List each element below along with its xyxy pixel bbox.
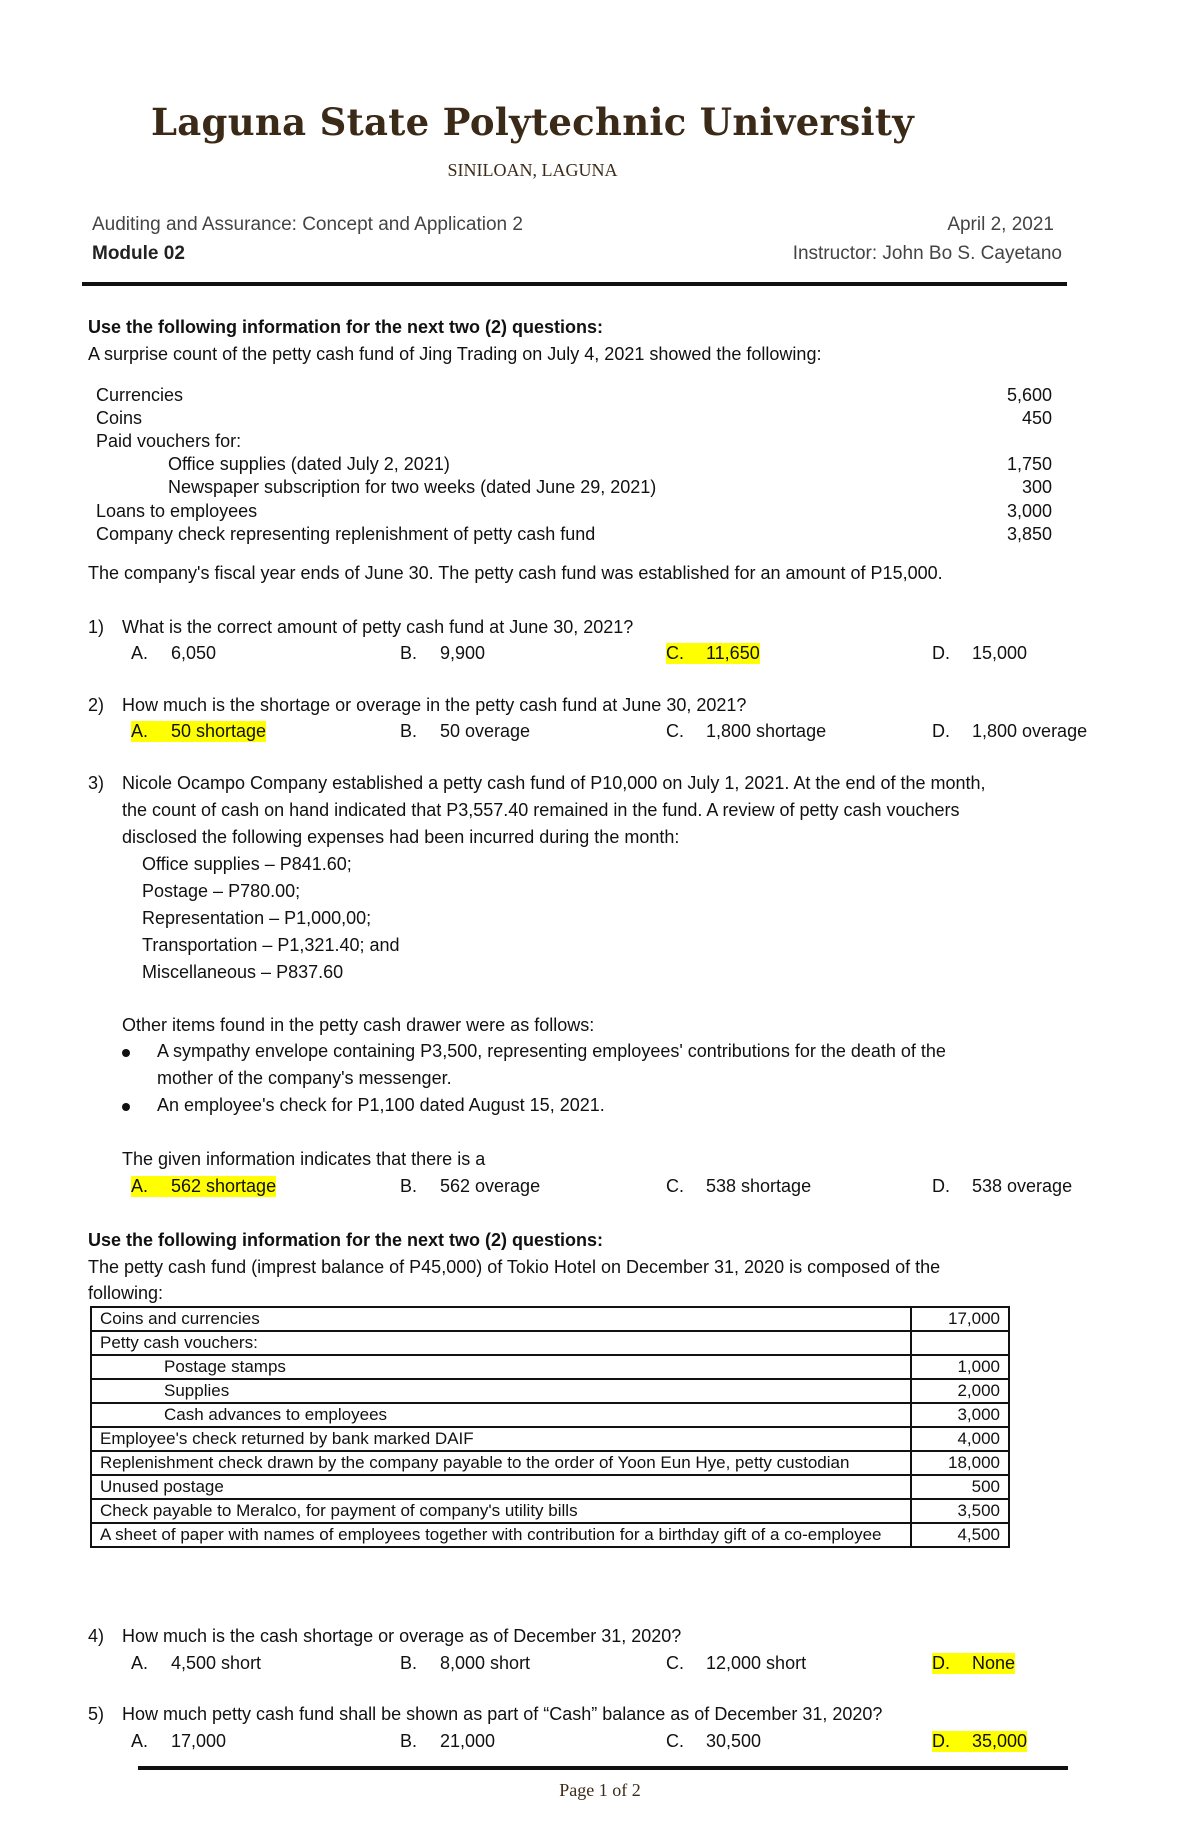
section2-intro: The petty cash fund (imprest balance of P45,000) of Tokio Hotel on December 31, 2020 is composed of the: [88, 1257, 941, 1277]
option-c[interactable]: [666, 721, 826, 742]
option-letter: C.: [666, 643, 684, 663]
table-cell-amount: 3,500: [911, 1499, 1009, 1523]
option-value: 8,000 short: [440, 1653, 531, 1673]
option-letter: A.: [131, 643, 149, 663]
item-label: Paid vouchers for:: [96, 431, 242, 451]
option-value: 538 shortage: [706, 1176, 812, 1196]
option-c[interactable]: [666, 1176, 811, 1197]
table-cell-label: Replenishment check drawn by the company payable to the order of Yoon Eun Hye, petty custodian: [91, 1451, 911, 1475]
option-a[interactable]: [131, 1731, 226, 1752]
item-label: Newspaper subscription for two weeks (dated June 29, 2021): [168, 477, 657, 497]
option-letter: D.: [932, 721, 950, 741]
option-letter: B.: [400, 721, 418, 741]
bullet-text: mother of the company's messenger.: [157, 1068, 452, 1088]
table-cell-label: Check payable to Meralco, for payment of company's utility bills: [91, 1499, 911, 1523]
option-c[interactable]: [666, 1653, 806, 1674]
question-text: How much petty cash fund shall be shown as part of “Cash” balance as of December 31, 2020?: [122, 1704, 883, 1724]
option-letter: C.: [666, 1653, 684, 1673]
section2-intro: following:: [88, 1283, 164, 1303]
table-row: [91, 1307, 1009, 1331]
option-d[interactable]: [932, 721, 1087, 742]
table-cell-label: Coins and currencies: [91, 1307, 911, 1331]
table-cell-amount: [911, 1331, 1009, 1355]
table-row: [91, 1451, 1009, 1475]
option-letter: D.: [932, 1653, 950, 1673]
expense-item: Representation – P1,000,00;: [142, 908, 372, 928]
table-cell-amount: 1,000: [911, 1355, 1009, 1379]
question-number: 5): [88, 1704, 105, 1724]
option-c-answer[interactable]: [666, 643, 760, 664]
other-items-heading: Other items found in the petty cash drawer were as follows:: [122, 1015, 595, 1035]
header-divider: [82, 282, 1067, 286]
option-b[interactable]: [400, 1176, 540, 1197]
option-letter: C.: [666, 721, 684, 741]
option-letter: B.: [400, 643, 418, 663]
table-row: [91, 1355, 1009, 1379]
table-row: [91, 1403, 1009, 1427]
option-letter: D.: [932, 1176, 950, 1196]
page-number: Page 1 of 2: [559, 1780, 641, 1800]
option-value: 9,900: [440, 643, 486, 663]
bullet-icon: [122, 1103, 130, 1111]
table-cell-label: Supplies: [91, 1379, 911, 1403]
table-cell-label: A sheet of paper with names of employees together with contribution for a birthday gift of a co-employee: [91, 1523, 911, 1547]
option-a-answer[interactable]: [131, 1176, 276, 1197]
section1-note: The company's fiscal year ends of June 30. The petty cash fund was established for an amount of P15,000.: [88, 563, 943, 583]
table-cell-amount: 500: [911, 1475, 1009, 1499]
table-cell-amount: 2,000: [911, 1379, 1009, 1403]
item-amount: 3,850: [1006, 524, 1052, 544]
question-number: 4): [88, 1626, 105, 1646]
table-cell-label: Postage stamps: [91, 1355, 911, 1379]
option-a-answer[interactable]: [131, 721, 266, 742]
option-value: None: [972, 1653, 1016, 1673]
table-row: [91, 1475, 1009, 1499]
course-title: Auditing and Assurance: Concept and Application 2: [92, 214, 523, 235]
option-d-answer[interactable]: [932, 1653, 1015, 1674]
expense-item: Miscellaneous – P837.60: [142, 962, 344, 982]
option-letter: B.: [400, 1731, 418, 1751]
option-b[interactable]: [400, 1731, 495, 1752]
option-value: 11,650: [706, 643, 760, 663]
table-cell-amount: 3,000: [911, 1403, 1009, 1427]
question-number: 2): [88, 695, 105, 715]
table-cell-amount: 4,500: [911, 1523, 1009, 1547]
header-date: April 2, 2021: [947, 214, 1054, 235]
question-text: How much is the cash shortage or overage as of December 31, 2020?: [122, 1626, 682, 1646]
footer-divider: [138, 1766, 1068, 1770]
table-row: [91, 1499, 1009, 1523]
question-number: 1): [88, 617, 105, 637]
item-amount: 300: [1021, 477, 1052, 497]
section2-heading: Use the following information for the next two (2) questions:: [88, 1230, 603, 1250]
option-letter: B.: [400, 1176, 418, 1196]
option-d[interactable]: [932, 643, 1027, 664]
option-value: 562 overage: [440, 1176, 541, 1196]
table-cell-amount: 4,000: [911, 1427, 1009, 1451]
option-value: 50 overage: [440, 721, 531, 741]
item-label: Currencies: [96, 385, 184, 405]
item-amount: 5,600: [1006, 385, 1052, 405]
question-number: 3): [88, 773, 105, 793]
option-letter: B.: [400, 1653, 418, 1673]
option-value: 17,000: [171, 1731, 227, 1751]
petty-cash-table: [90, 1306, 1010, 1548]
option-a[interactable]: [131, 1653, 261, 1674]
table-cell-label: Cash advances to employees: [91, 1403, 911, 1427]
item-label: Company check representing replenishment of petty cash fund: [96, 524, 596, 544]
option-b[interactable]: [400, 643, 485, 664]
table-cell-amount: 17,000: [911, 1307, 1009, 1331]
bullet-text: An employee's check for P1,100 dated August 15, 2021.: [157, 1095, 605, 1115]
question-text-line: disclosed the following expenses had been incurred during the month:: [122, 827, 680, 847]
question-text-line: the count of cash on hand indicated that P3,557.40 remained in the fund. A review of petty cash vouchers: [122, 800, 960, 820]
option-d[interactable]: [932, 1176, 1072, 1197]
option-b[interactable]: [400, 721, 530, 742]
option-value: 21,000: [440, 1731, 496, 1751]
item-label: Coins: [96, 408, 143, 428]
section1-heading: Use the following information for the next two (2) questions:: [88, 317, 603, 337]
option-letter: D.: [932, 643, 950, 663]
bullet-icon: [122, 1049, 130, 1057]
option-value: 15,000: [972, 643, 1028, 663]
table-cell-label: Unused postage: [91, 1475, 911, 1499]
question-text: What is the correct amount of petty cash fund at June 30, 2021?: [122, 617, 634, 637]
table-cell-amount: 18,000: [911, 1451, 1009, 1475]
module-label: Module 02: [92, 243, 185, 264]
expense-item: Office supplies – P841.60;: [142, 854, 352, 874]
option-letter: A.: [131, 1176, 149, 1196]
table-cell-label: Employee's check returned by bank marked DAIF: [91, 1427, 911, 1451]
option-letter: A.: [131, 1653, 149, 1673]
item-amount: 3,000: [1006, 501, 1052, 521]
item-label: Office supplies (dated July 2, 2021): [168, 454, 450, 474]
option-value: 30,500: [706, 1731, 762, 1751]
table-row: [91, 1331, 1009, 1355]
option-value: 12,000 short: [706, 1653, 807, 1673]
option-value: 538 overage: [972, 1176, 1073, 1196]
question-conclusion: The given information indicates that there is a: [122, 1149, 486, 1169]
question-text: How much is the shortage or overage in the petty cash fund at June 30, 2021?: [122, 695, 747, 715]
option-value: 35,000: [972, 1731, 1028, 1751]
option-value: 50 shortage: [171, 721, 267, 741]
section1-intro: A surprise count of the petty cash fund of Jing Trading on July 4, 2021 showed the following:: [88, 344, 822, 364]
option-c[interactable]: [666, 1731, 761, 1752]
item-amount: 1,750: [1006, 454, 1052, 474]
option-b[interactable]: [400, 1653, 530, 1674]
expense-item: Postage – P780.00;: [142, 881, 301, 901]
option-letter: C.: [666, 1176, 684, 1196]
bullet-text: A sympathy envelope containing P3,500, representing employees' contributions for the death of the: [157, 1041, 946, 1061]
option-value: 562 shortage: [171, 1176, 277, 1196]
option-value: 6,050: [171, 643, 217, 663]
expense-item: Transportation – P1,321.40; and: [142, 935, 400, 955]
item-label: Loans to employees: [96, 501, 258, 521]
option-value: 4,500 short: [171, 1653, 262, 1673]
item-amount: 450: [1021, 408, 1052, 428]
university-title: Laguna State Polytechnic University: [150, 100, 915, 144]
table-row: [91, 1379, 1009, 1403]
university-location: SINILOAN, LAGUNA: [447, 160, 618, 180]
option-value: 1,800 overage: [972, 721, 1088, 741]
option-letter: C.: [666, 1731, 684, 1751]
table-cell-label: Petty cash vouchers:: [91, 1331, 911, 1355]
option-d-answer[interactable]: [932, 1731, 1027, 1752]
option-value: 1,800 shortage: [706, 721, 827, 741]
option-letter: D.: [932, 1731, 950, 1751]
instructor-label: Instructor: John Bo S. Cayetano: [792, 243, 1062, 264]
option-a[interactable]: [131, 643, 216, 664]
option-letter: A.: [131, 1731, 149, 1751]
table-row: [91, 1427, 1009, 1451]
question-text-line: Nicole Ocampo Company established a petty cash fund of P10,000 on July 1, 2021. At the end of the month,: [122, 773, 986, 793]
table-row: [91, 1523, 1009, 1547]
option-letter: A.: [131, 721, 149, 741]
